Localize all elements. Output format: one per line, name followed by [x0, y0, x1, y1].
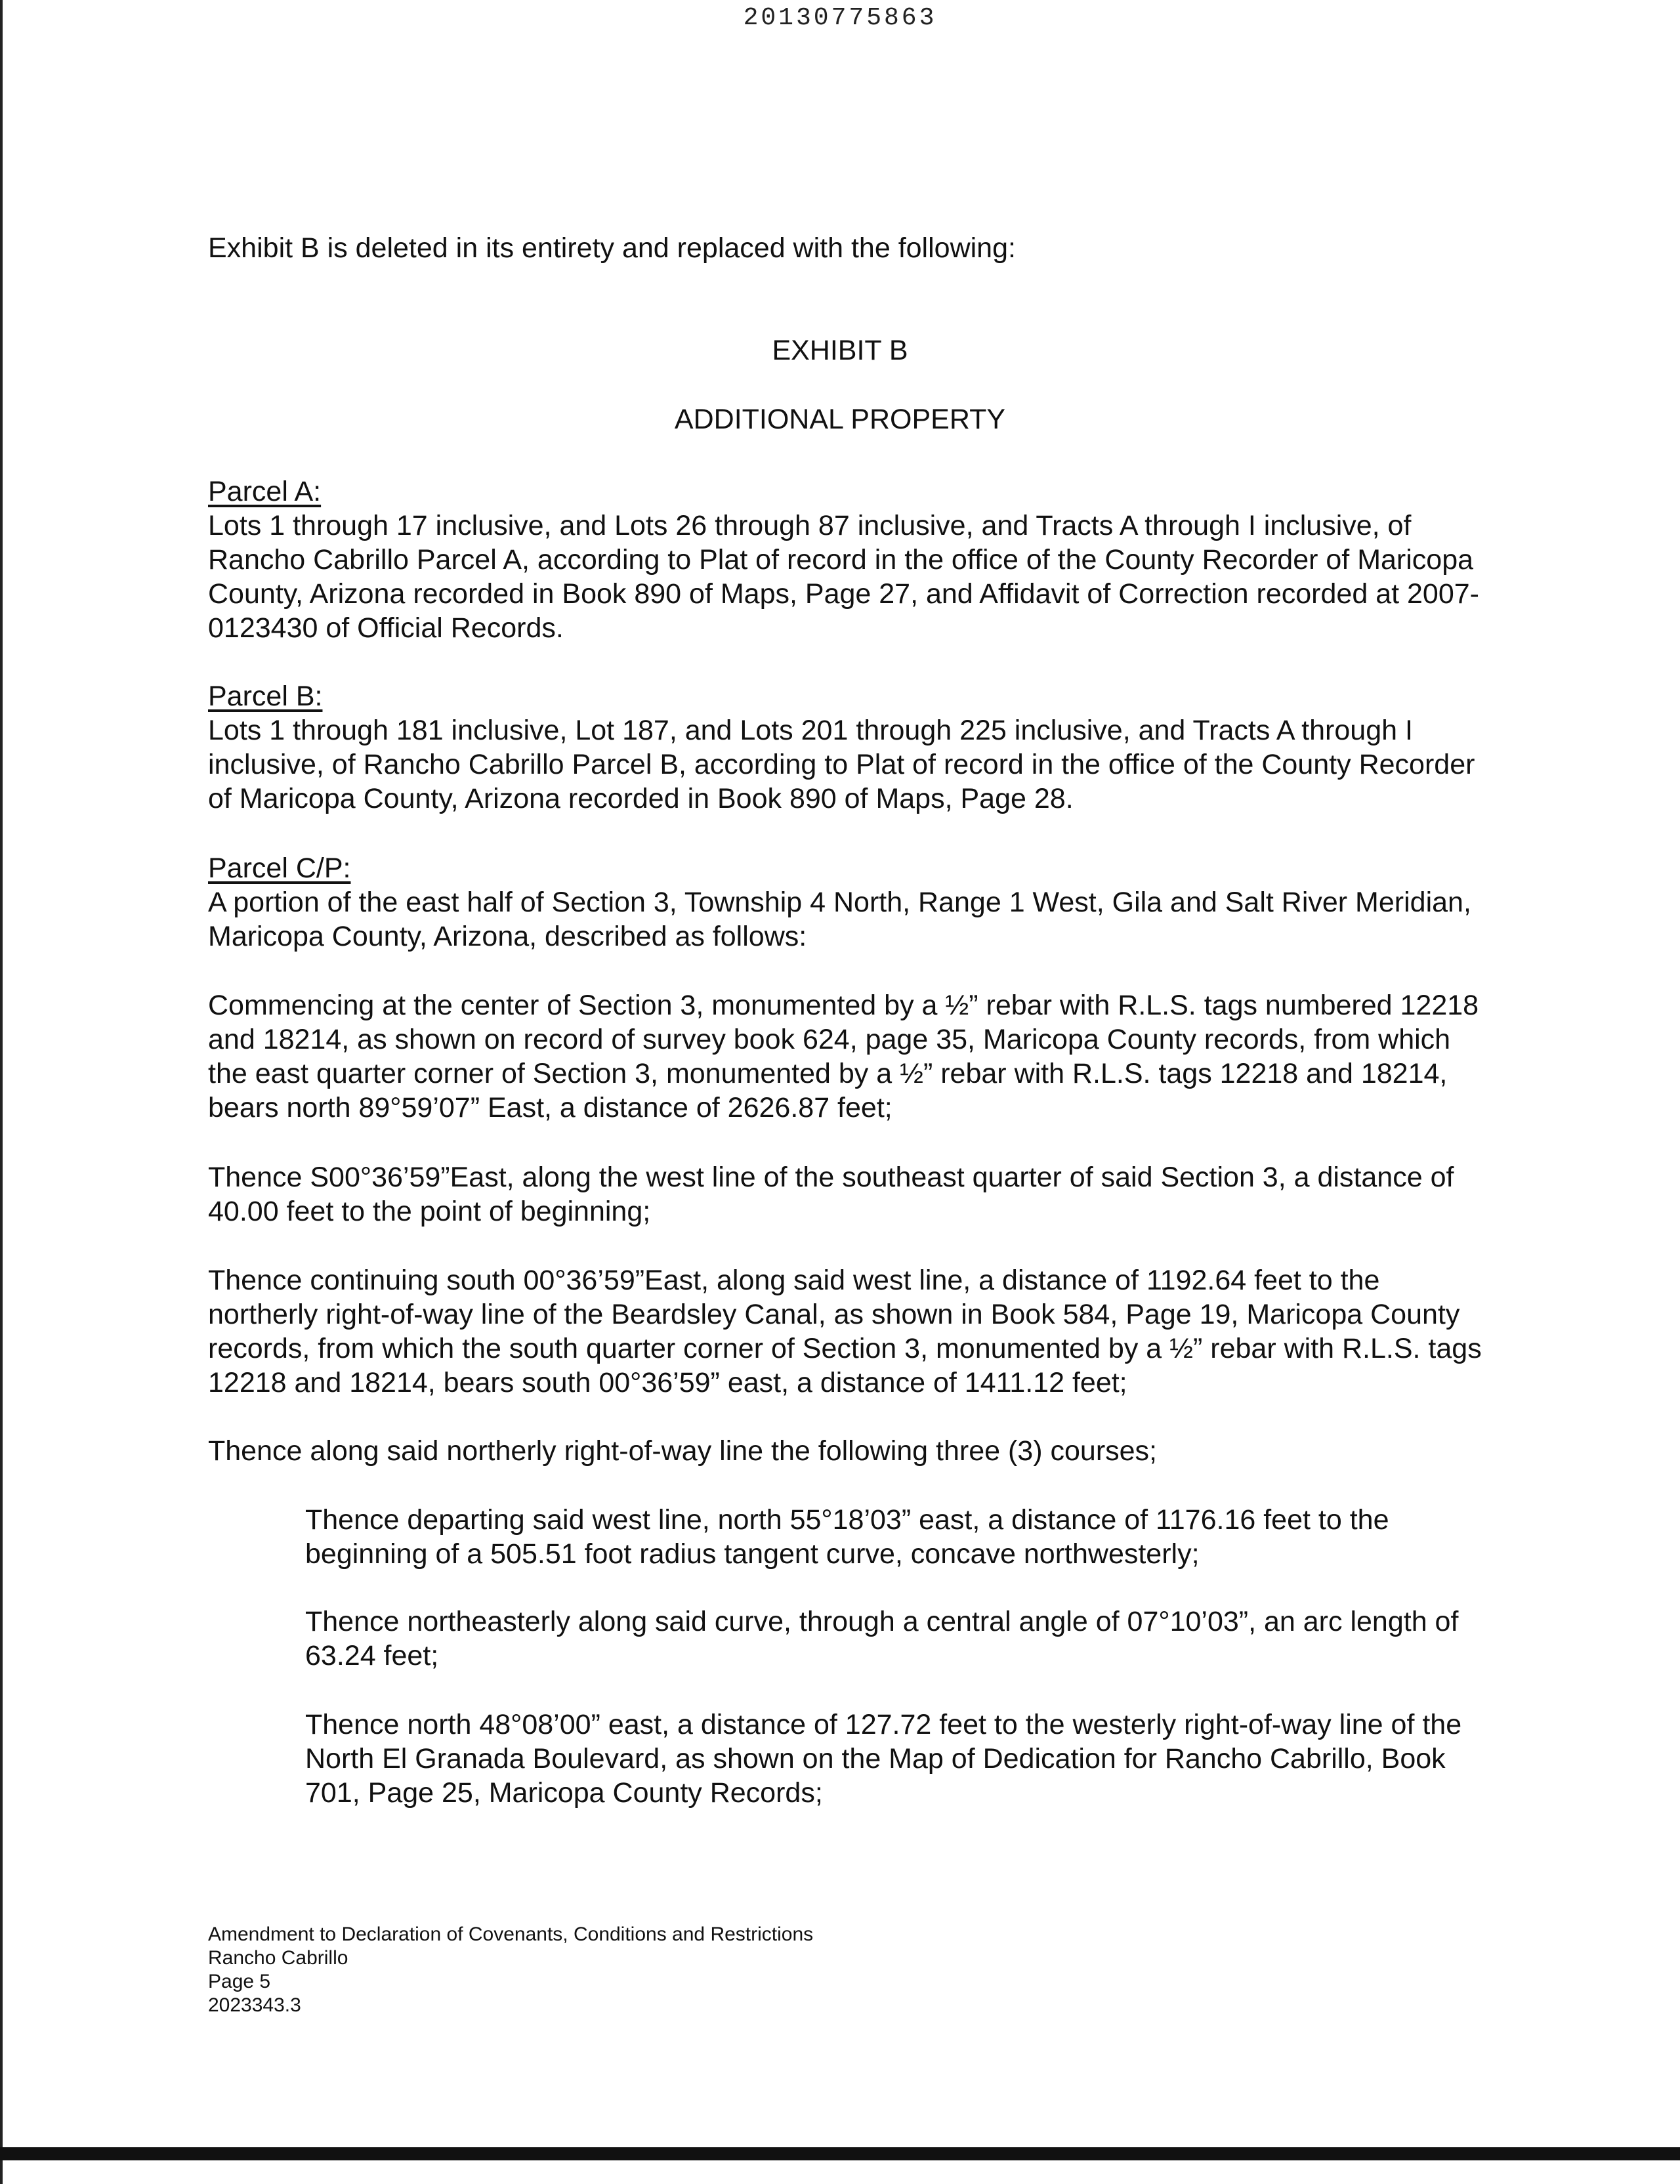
footer-page-number: Page 5 — [208, 1971, 271, 1992]
course-paragraph-2: Thence northeasterly along said curve, through a central angle of 07°10’03”, an arc length of 63.24 feet; — [305, 1606, 1459, 1671]
parcel-b-section — [208, 679, 1488, 816]
course-paragraph-3: Thence north 48°08’00” east, a distance of 127.72 feet to the westerly right-of-way line of the North El Granada Boulevard, as shown on the Map of Dedication for Rancho Cabrillo, Book 701, Page 25, Maricopa County Records; — [305, 1709, 1462, 1809]
parcel-a-text: Lots 1 through 17 inclusive, and Lots 26 through 87 inclusive, and Tracts A through I inclusive, of Rancho Cabrillo Parcel A, according to Plat of record in the office of the County Recorder of Maricopa County, Arizona recorded in Book 890 of Maps, Page 27, and Affidavit of Correction recorded at 2007-0123430 of Official Records. — [208, 510, 1479, 644]
parcel-b-text: Lots 1 through 181 inclusive, Lot 187, and Lots 201 through 225 inclusive, and Tracts A through I inclusive, of Rancho Cabrillo Parcel B, according to Plat of record in the office of the County Recorder of Maricopa County, Arizona recorded in Book 890 of Maps, Page 28. — [208, 715, 1475, 814]
page-footer — [208, 1923, 813, 2017]
footer-project: Rancho Cabrillo — [208, 1947, 348, 1969]
parcel-cp-heading: Parcel C/P: — [208, 852, 351, 884]
footer-title: Amendment to Declaration of Covenants, Conditions and Restrictions — [208, 1923, 814, 1945]
exhibit-title: EXHIBIT B — [772, 335, 908, 366]
parcel-a-section — [208, 474, 1488, 645]
recording-number: 20130775863 — [743, 4, 937, 32]
thence-paragraph-1: Thence S00°36’59”East, along the west line of the southeast quarter of said Section 3, a distance of 40.00 feet to the point of beginning; — [208, 1162, 1454, 1227]
footer-document-id: 2023343.3 — [208, 1994, 301, 2016]
scan-left-border — [0, 0, 3, 2184]
course-paragraph-1: Thence departing said west line, north 55°18’03” east, a distance of 1176.16 feet to the beginning of a 505.51 foot radius tangent curve, concave northwesterly; — [305, 1504, 1389, 1570]
thence-paragraph-3: Thence along said northerly right-of-way line the following three (3) courses; — [208, 1435, 1158, 1467]
thence-paragraph-2: Thence continuing south 00°36’59”East, along said west line, a distance of 1192.64 feet to the northerly right-of-way line of the Beardsley Canal, as shown in Book 584, Page 19, Maricopa County records, from which the south quarter corner of Section 3, monumented by a ½” rebar with R.L.S. tags 12218 and 18214, bears south 00°36’59” east, a distance of 1411.12 feet; — [208, 1265, 1482, 1398]
scan-bottom-border — [0, 2147, 1680, 2160]
parcel-b-heading: Parcel B: — [208, 681, 323, 712]
commencing-paragraph: Commencing at the center of Section 3, monumented by a ½” rebar with R.L.S. tags numbered 12218 and 18214, as shown on record of survey book 624, page 35, Maricopa County records, from which the east quarter corner of Section 3, monumented by a ½” rebar with R.L.S. tags 12218 and 18214, bears north 89°59’07” East, a distance of 2626.87 feet; — [208, 990, 1479, 1124]
parcel-a-heading: Parcel A: — [208, 476, 322, 507]
parcel-cp-section — [208, 851, 1488, 954]
exhibit-subtitle: ADDITIONAL PROPERTY — [674, 404, 1006, 435]
parcel-cp-text: A portion of the east half of Section 3, Township 4 North, Range 1 West, Gila and Salt River Meridian, Maricopa County, Arizona, described as follows: — [208, 887, 1471, 952]
intro-paragraph: Exhibit B is deleted in its entirety and replaced with the following: — [208, 232, 1016, 264]
